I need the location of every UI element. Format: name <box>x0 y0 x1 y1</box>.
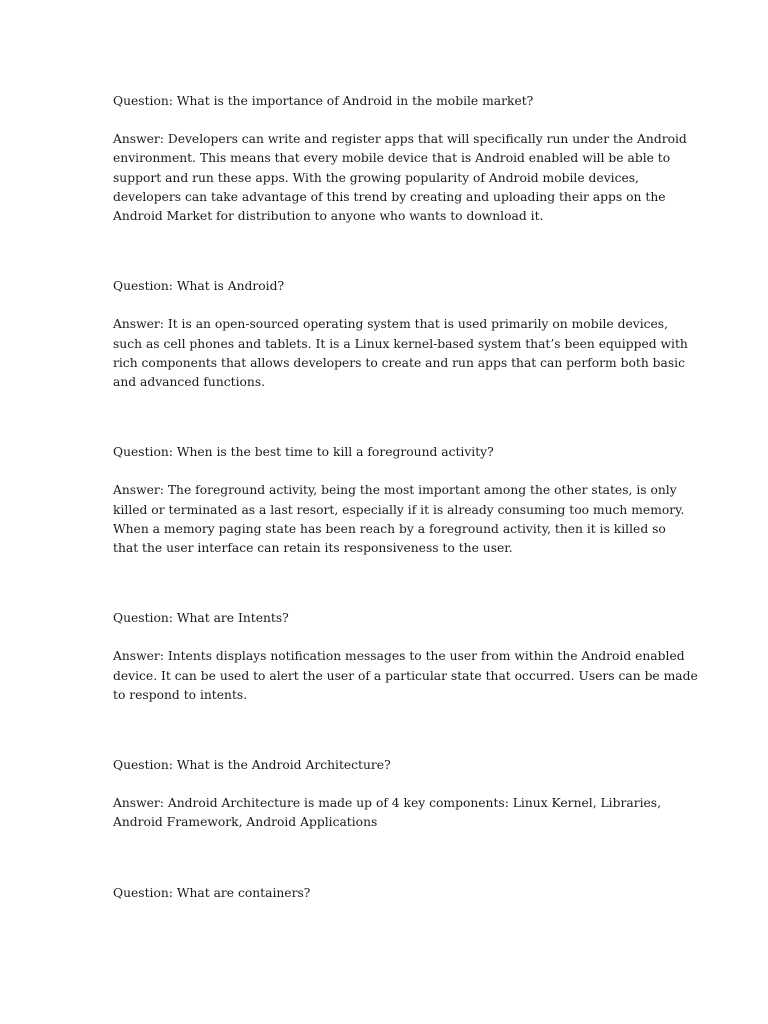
answer-line: rich components that allows developers to create and run apps that can perform both basic <box>113 355 685 370</box>
answer-line: Answer: Intents displays notification messages to the user from within the Android enabled <box>113 649 685 664</box>
qa-block <box>113 277 688 392</box>
answer-paragraph <box>113 130 687 226</box>
answer-line: Answer: Android Architecture is made up of 4 key components: Linux Kernel, Libraries, <box>113 796 661 811</box>
qa-block <box>113 756 661 833</box>
answer-paragraph <box>113 647 698 705</box>
answer-line: Answer: Developers can write and register apps that will specifically run under the Android <box>113 132 687 147</box>
qa-block <box>113 92 687 226</box>
answer-line: Android Market for distribution to anyone who wants to download it. <box>113 209 544 224</box>
qa-block <box>113 443 685 558</box>
answer-line: Answer: It is an open-sourced operating system that is used primarily on mobile devices, <box>113 317 669 332</box>
answer-line: that the user interface can retain its responsiveness to the user. <box>113 541 513 556</box>
question-text: Question: What is Android? <box>113 279 285 294</box>
question-text: Question: What are containers? <box>113 885 311 900</box>
answer-line: to respond to intents. <box>113 687 248 702</box>
answer-line: and advanced functions. <box>113 375 266 390</box>
question-text: Question: What is the importance of Android in the mobile market? <box>113 94 534 108</box>
qa-block <box>113 609 698 705</box>
question-text: Question: What are Intents? <box>113 611 289 626</box>
answer-line: environment. This means that every mobile device that is Android enabled will be able to <box>113 151 671 166</box>
answer-line: When a memory paging state has been reach by a foreground activity, then it is killed so <box>113 521 666 536</box>
answer-line: such as cell phones and tablets. It is a Linux kernel-based system that’s been equipped with <box>113 336 688 351</box>
answer-paragraph <box>113 794 661 832</box>
answer-line: developers can take advantage of this trend by creating and uploading their apps on the <box>113 189 666 204</box>
answer-paragraph <box>113 315 688 392</box>
question-text: Question: What is the Android Architecture? <box>113 758 391 773</box>
answer-line: Android Framework, Android Applications <box>113 815 378 830</box>
answer-line: Answer: The foreground activity, being the most important among the other states, is only <box>113 483 677 498</box>
qa-block <box>113 884 658 903</box>
answer-line: killed or terminated as a last resort, especially if it is already consuming too much memory. <box>113 502 685 517</box>
answer-line: support and run these apps. With the growing popularity of Android mobile devices, <box>113 170 639 185</box>
question-text: Question: When is the best time to kill a foreground activity? <box>113 445 494 460</box>
answer-paragraph <box>113 481 685 558</box>
document-page <box>113 92 698 954</box>
answer-line: device. It can be used to alert the user of a particular state that occurred. Users can be made <box>113 668 698 683</box>
